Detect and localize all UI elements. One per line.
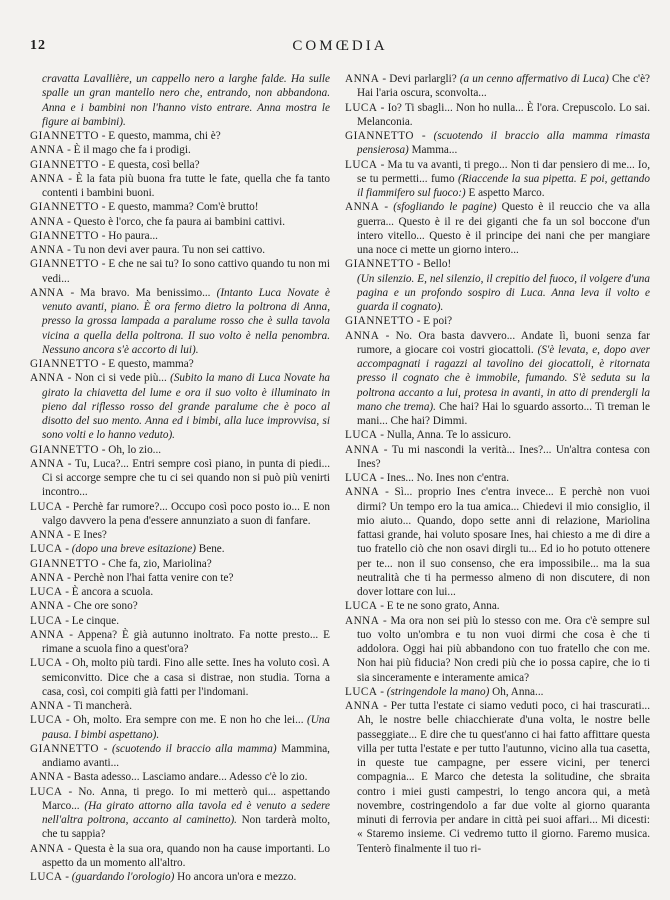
dialogue-line: ANNA - Ma ora non sei più lo stesso con me. Ora c'è sempre sul tuo volto un'ombra e tu non vuoi dirmi che cosa è che ti addolora. Oggi hai più abbandono con tuo fratello che con me. Non hai più fiducia? Non credi più che io possa capire, che io ti sia sinceramente e interamente amica? <box>345 614 650 684</box>
dialogue-text: Tu non devi aver paura. Tu non sei cattivo. <box>73 244 266 256</box>
dialogue-text: No. Anna, ti prego. Io mi metterò qui... aspettando Marco... <box>42 785 330 812</box>
speaker-name: ANNA <box>30 628 65 641</box>
dialogue-line: LUCA - Oh, molto. Era sempre con me. E non ho che lei... (Una pausa. I bimbi aspettano). <box>30 714 330 741</box>
dialogue-text: Che fa, zio, Mariolina? <box>108 557 212 570</box>
dialogue-line: LUCA - Ma tu va avanti, ti prego... Non ti dar pensiero di me... Io, se tu permetti... fumo (Riaccende la sua pipetta. E poi, gettando il fiammifero sul fuoco:) E aspetto Marco. <box>345 158 650 199</box>
dialogue-text: Io? Ti sbagli... Non ho nulla... È l'ora. Crepuscolo. Lo sai. Melanconia. <box>357 101 650 128</box>
speaker-name: ANNA <box>345 329 380 342</box>
stage-direction-inline: (Riaccende la sua pipetta. E poi, gettando il fiammifero sul fuoco:) <box>357 172 650 199</box>
dialogue-line: ANNA - No. Ora basta davvero... Andate lì, buoni senza far rumore, a giocare coi vostri giocattoli. (S'è levata, e, dopo aver accompagnati i ragazzi al tavolino dei giocattoli, è ritornata presso il cognato che è immobile, fumando. S'è seduta su la poltrona accanto a lui, protesa in avanti, in atto di prendergli la mano che trema). Che hai? Hai lo sguardo assorto... Ti treman le mani... Che hai? Dimmi. <box>345 329 651 427</box>
speaker-name: ANNA <box>345 73 380 85</box>
stage-direction-inline: (Ha girato attorno alla tavola ed è venuto a sedere nell'altra poltrona, accanto al caminetto). <box>42 799 330 826</box>
speaker-name: LUCA <box>345 429 378 442</box>
speaker-name: GIANNETTO <box>30 443 99 456</box>
stage-direction-inline: (stringendole la mano) <box>386 685 490 698</box>
speaker-name: ANNA <box>30 457 65 470</box>
speaker-name: ANNA <box>30 771 65 784</box>
dialogue-line: ANNA - E Ines? <box>30 529 107 541</box>
speaker-name: LUCA <box>345 685 378 698</box>
dialogue-text: Ho paura... <box>108 229 158 242</box>
dialogue-text: E questo, mamma? Com'è brutto! <box>108 201 259 214</box>
dialogue-line: ANNA - Per tutta l'estate ci siamo veduti poco, ci hai trascurati... Ah, le nostre belle chiacchierate d'una volta, le nostre belle passeggiate... E dire che tu quest'anno ci hai fatto affittare questa villa per tutta l'estate e per tutto l'autunno, vicino alla tua casetta, in queste tue campagne, per essere vicini, per tenerci compagnia... E Marco che detesta la solitudine, che sbraita contro i miei gusti campestri, lo tengo ancora qui, a metà novembre, costringendolo a far due volte al giorno quaranta minuti di ferrovia per andare in città pei suoi affari... Mi dicesti: « Staremo insieme. Ci vedremo tutto il giorno. Faremo musica. Tenterò finalmente il tuo ri- <box>345 700 650 855</box>
dialogue-text: Mamma... <box>408 144 458 157</box>
dialogue-text: È la fata più buona fra tutte le fate, quella che fa tanto contenti i bambini buoni. <box>42 172 330 199</box>
dialogue-text: Questo è il reuccio che va alla guerra... Questo è il re dei giganti che fa un sol boccone d'un intero vitello... Questo è il principe dei nani che per mangiare una noce ci mette un giorno intero... <box>357 201 650 256</box>
running-title: COMŒDIA <box>292 38 388 54</box>
dialogue-line: GIANNETTO - Che fa, zio, Mariolina? <box>30 557 212 570</box>
dialogue-text: Ines... No. Ines non c'entra. <box>386 472 510 484</box>
speaker-name: GIANNETTO <box>345 258 414 271</box>
stage-direction: (Un silenzio. E, nel silenzio, il crepitio del fuoco, il volgere d'una pagina e un profondo sospiro di Luca. Anna leva il volto e guarda il cognato). <box>357 272 650 313</box>
dialogue-text: Per tutta l'estate ci siamo veduti poco, ci hai trascurati... Ah, le nostre belle chiacchierate d'una volta, le nostre belle passeggiate... E dire che tu quest'anno ci hai fatto affittare questa villa per tutta l'estate e per tutto l'autunno, vicino alla tua casetta, in queste tue campagne, per essere vicini, per tenerci compagnia... E Marco che detesta la solitudine, che sbraita contro i miei gusti campestri, lo tengo ancora qui, a metà novembre, costringendolo a far due volte al giorno quaranta minuti di ferrovia per andare in città pei suoi affari... Mi dicesti: « Staremo insieme. Ci vedremo tutto il giorno. Faremo musica. Tenterò finalmente il tuo ri- <box>357 700 650 855</box>
dialogue-line: LUCA - (guardando l'orologio) Ho ancora un'ora e mezzo. <box>30 871 297 883</box>
dialogue-line: LUCA - (dopo una breve esitazione) Bene. <box>30 543 225 556</box>
stage-direction-inline: (scuotendo il braccio alla mamma) <box>111 742 277 755</box>
dialogue-text: No. Ora basta davvero... Andate lì, buoni senza far rumore, a giocare coi vostri giocattoli. <box>357 329 650 356</box>
dialogue-line: LUCA - È ancora a scuola. <box>30 586 154 598</box>
speaker-name: GIANNETTO <box>345 315 414 328</box>
dialogue-text: Ma tu va avanti, ti prego... Non ti dar pensiero di me... Io, se tu permetti... fumo <box>357 158 650 185</box>
dialogue-text: Bene. <box>195 543 225 556</box>
dialogue-text: Tu, Luca?... Entri sempre così piano, in punta di piedi... Ci si accorge sempre che tu ci sei quando non si può più venirti incontro... <box>42 457 330 499</box>
speaker-name: ANNA <box>30 700 65 712</box>
dialogue-line: LUCA - Perchè far rumore?... Occupo così poco posto io... E non valgo davvero la pena d'essere annunziato a suon di fanfare. <box>30 500 330 527</box>
speaker-name: LUCA <box>30 871 63 883</box>
dialogue-text: Non tarderà molto, che tu sappia? <box>42 814 330 841</box>
speaker-name: GIANNETTO <box>345 130 414 142</box>
speaker-name: LUCA <box>30 543 63 556</box>
dialogue-line: ANNA - Appena? È già autunno inoltrato. Fa notte presto... E rimane a scuola fino a quest'ora? <box>30 628 330 655</box>
speaker-name: ANNA <box>30 172 65 185</box>
dialogue-text: Ma ora non sei più lo stesso con me. Ora c'è sempre sul tuo volto un'ombra e tu non vuoi dirmi che cosa è che ti addolora. Oggi hai più abbandono con tuo fratello che con me. Non hai più fiducia? Non credi più che io possa capire, che io ti sia sinceramente e interamente amica? <box>357 614 650 684</box>
speaker-name: GIANNETTO <box>30 201 99 214</box>
speaker-name: LUCA <box>30 714 63 727</box>
stage-direction-inline: (sfogliando le pagine) <box>393 201 497 214</box>
dialogue-line: LUCA - No. Anna, ti prego. Io mi metterò qui... aspettando Marco... (Ha girato attorno alla tavola ed è venuto a sedere nell'altra poltrona, accanto al caminetto). Non tarderà molto, che tu sappia? <box>30 785 330 841</box>
speaker-name: GIANNETTO <box>30 742 99 755</box>
dialogue-text: Oh, molto. Era sempre con me. E non ho che lei... <box>73 714 304 727</box>
dialogue-line: ANNA - Tu, Luca?... Entri sempre così piano, in punta di piedi... Ci si accorge sempre che tu ci sei quando non si può più venirti incontro... <box>30 457 330 499</box>
speaker-name: LUCA <box>345 101 378 114</box>
dialogue-line: LUCA - Oh, molto più tardi. Fino alle sette. Ines ha voluto così. A semiconvitto. Dice che a casa si distrae, non studia. Torna a casa, così, coi compiti già fatti per l'indomani. <box>30 657 330 698</box>
dialogue-line: ANNA - Questa è la sua ora, quando non ha cause importanti. Lo aspetto da un momento all'altro. <box>30 842 330 869</box>
dialogue-text: Le cinque. <box>71 614 120 627</box>
stage-direction-inline: (Intanto Luca Novate è venuto avanti, piano. È ora fermo dietro la poltrona di Anna, presso la grossa lampada a paralume rosso che è sulla tavola vicina a quella della poltrona. Il suo volto è nella penombra. Nessuno ancora s'è accorto di lui). <box>42 286 331 356</box>
speaker-name: GIANNETTO <box>30 258 99 271</box>
dialogue-text: Sì... proprio Ines c'entra invece... E perchè non vuoi dirmi? Un tempo ero la tua amica... Chiedevi il mio consiglio, il mio aiuto... Quando, dopo sette anni di relazione, Mariolina fattasi grande, hai voluto sposare Ines, hai chiesto a me di dire a tuo fratello ciò che non osavi dirgli tu... Ed io ho potuto ottenere per te... non il suo consenso, che era impossibile... ma la sua neutralità che ti ha permesso almeno di non discutere, di non dover lottare con lui... <box>357 486 651 598</box>
dialogue-line: ANNA - Ma bravo. Ma benissimo... (Intanto Luca Novate è venuto avanti, piano. È ora fermo dietro la poltrona di Anna, presso la grossa lampada a paralume rosso che è sulla tavola vicina a quella della poltrona. Il suo volto è nella penombra. Nessuno ancora s'è accorto di lui). <box>30 286 331 356</box>
dialogue-line: GIANNETTO - (scuotendo il braccio alla mamma rimasta pensierosa) Mamma... <box>345 130 650 157</box>
speaker-name: ANNA <box>30 215 65 228</box>
stage-direction: cravatta Lavallière, un cappello nero a larghe falde. Ha sulle spalle un gran mantello nero che, entrando, non abbandona. Anna e i bambini non l'hanno visto entrare. Anna mostra le figure ai bambini). <box>42 73 330 128</box>
stage-direction-inline: (Subito la mano di Luca Novate ha girato la chiavetta del lume e ora il suo volto è illuminato in pieno dal riflesso rosso del grande paralume che è poco al disotto del suo mento. Anna ed i bimbi, alla luce improvvisa, si sono volti e lo hanno veduto). <box>42 372 331 442</box>
speaker-name: LUCA <box>30 500 63 513</box>
dialogue-line: ANNA - Basta adesso... Lasciamo andare... Adesso c'è lo zio. <box>30 771 308 784</box>
dialogue-text: E poi? <box>423 315 453 328</box>
dialogue-line: GIANNETTO - Bello! <box>345 258 452 271</box>
dialogue-line: LUCA - Ines... No. Ines non c'entra. <box>345 472 510 484</box>
speaker-name: ANNA <box>30 244 65 256</box>
dialogue-line: ANNA - Non ci si vede più... (Subito la mano di Luca Novate ha girato la chiavetta del lume e ora il suo volto è illuminato in pieno dal riflesso rosso del grande paralume che è poco al disotto del suo mento. Anna ed i bimbi, alla luce improvvisa, si sono volti e lo hanno veduto). <box>30 372 331 442</box>
speaker-name: ANNA <box>30 144 65 157</box>
speaker-name: ANNA <box>345 614 380 627</box>
page-number: 12 <box>30 38 46 53</box>
speaker-name: LUCA <box>345 600 378 613</box>
dialogue-line: ANNA - Questo è l'orco, che fa paura ai bambini cattivi. <box>30 215 286 228</box>
dialogue-line: GIANNETTO - Oh, lo zio... <box>30 443 162 456</box>
dialogue-line: LUCA - E te ne sono grato, Anna. <box>345 600 500 613</box>
page-header <box>30 38 650 60</box>
stage-direction-inline: (dopo una breve esitazione) <box>71 543 196 556</box>
right-column <box>345 72 650 856</box>
speaker-name: GIANNETTO <box>30 229 99 242</box>
dialogue-text: Ti mancherà. <box>73 700 133 712</box>
dialogue-line: GIANNETTO - E che ne sai tu? Io sono cattivo quando tu non mi vedi... <box>30 258 330 285</box>
dialogue-text: E questo, mamma, chi è? <box>108 130 221 142</box>
speaker-name: LUCA <box>30 614 63 627</box>
dialogue-text: Oh, molto più tardi. Fino alle sette. Ines ha voluto così. A semiconvitto. Dice che a casa si distrae, non studia. Torna a casa, così, coi compiti già fatti per l'indomani. <box>42 657 330 698</box>
dialogue-text: Ma bravo. Ma benissimo... <box>80 286 211 299</box>
speaker-name: ANNA <box>30 529 65 541</box>
dialogue-text: E questo, mamma? <box>108 358 194 370</box>
dialogue-text: Questo è l'orco, che fa paura ai bambini cattivi. <box>73 215 286 228</box>
dialogue-text: Appena? È già autunno inoltrato. Fa notte presto... E rimane a scuola fino a quest'ora? <box>42 628 330 655</box>
dialogue-text: Non ci si vede più... <box>74 372 167 385</box>
dialogue-text: Che hai? Hai lo sguardo assorto... Ti treman le mani... Che hai? Dimmi. <box>357 400 651 427</box>
dialogue-text: Devi parlargli? <box>389 73 457 85</box>
stage-direction-inline: (scuotendo il braccio alla mamma rimasta pensierosa) <box>357 130 650 157</box>
dialogue-text: Perchè non l'hai fatta venire con te? <box>73 571 234 584</box>
speaker-name: ANNA <box>30 842 65 855</box>
speaker-name: ANNA <box>30 600 65 613</box>
dialogue-text: Basta adesso... Lasciamo andare... Adesso c'è lo zio. <box>73 771 308 784</box>
dialogue-text: Nulla, Anna. Te lo assicuro. <box>386 429 512 442</box>
speaker-name: GIANNETTO <box>30 130 99 142</box>
dialogue-text: E Ines? <box>73 529 107 541</box>
dialogue-text: Questa è la sua ora, quando non ha cause importanti. Lo aspetto da un momento all'altro. <box>42 842 330 869</box>
dialogue-line: LUCA - (stringendole la mano) Oh, Anna... <box>345 685 544 698</box>
dialogue-text: Che ore sono? <box>73 600 138 613</box>
dialogue-line: GIANNETTO - (scuotendo il braccio alla mamma) Mammina, andiamo avanti... <box>30 742 330 769</box>
dialogue-line: GIANNETTO - E questo, mamma? Com'è brutto! <box>30 201 259 214</box>
dialogue-line: ANNA - Ti mancherà. <box>30 700 133 712</box>
speaker-name: ANNA <box>30 571 65 584</box>
dialogue-line: ANNA - Devi parlargli? (a un cenno affermativo di Luca) Che c'è? Hai l'aria oscura, sconvolta... <box>345 73 651 100</box>
dialogue-line: GIANNETTO - E poi? <box>345 315 453 328</box>
dialogue-line: GIANNETTO - E questa, così bella? <box>30 158 200 171</box>
speaker-name: LUCA <box>30 657 63 670</box>
dialogue-line: ANNA - Che ore sono? <box>30 600 138 613</box>
dialogue-text: E questa, così bella? <box>108 158 200 171</box>
dialogue-line: ANNA - Tu non devi aver paura. Tu non sei cattivo. <box>30 244 266 256</box>
speaker-name: ANNA <box>345 700 380 712</box>
stage-direction-inline: (S'è levata, e, dopo aver accompagnati i ragazzi al tavolino dei giocattoli, è ritornata presso il cognato che è immobile, fumando. S'è seduta su la poltrona accanto a lui, protesa in avanti, in atto di prendergli la mano che trema). <box>357 343 651 413</box>
dialogue-line: ANNA - (sfogliando le pagine) Questo è il reuccio che va alla guerra... Questo è il re dei giganti che fa un sol boccone d'un intero vitello... Questo è il principe dei nani che per mangiare una noce ci mette un giorno intero... <box>345 201 650 256</box>
dialogue-text: E te ne sono grato, Anna. <box>386 600 500 613</box>
stage-direction-inline: (Una pausa. I bimbi aspettano). <box>42 714 330 741</box>
speaker-name: GIANNETTO <box>30 158 99 171</box>
dialogue-text: E aspetto Marco. <box>465 187 545 199</box>
dialogue-line: ANNA - È il mago che fa i prodigi. <box>30 144 191 157</box>
dialogue-line: GIANNETTO - E questo, mamma, chi è? <box>30 130 221 142</box>
dialogue-text: Tu mi nascondi la verità... Ines?... Un'altra contesa con Ines? <box>357 443 650 470</box>
speaker-name: ANNA <box>345 201 380 214</box>
dialogue-text: È ancora a scuola. <box>71 586 154 598</box>
dialogue-text: Che c'è? Hai l'aria oscura, sconvolta... <box>357 73 651 100</box>
speaker-name: LUCA <box>345 472 378 484</box>
dialogue-line: GIANNETTO - E questo, mamma? <box>30 358 194 370</box>
dialogue-text: Ho ancora un'ora e mezzo. <box>174 871 297 883</box>
dialogue-line: ANNA - Tu mi nascondi la verità... Ines?... Un'altra contesa con Ines? <box>345 443 650 470</box>
speaker-name: ANNA <box>30 372 65 385</box>
dialogue-text: Oh, Anna... <box>489 685 544 698</box>
speaker-name: ANNA <box>345 443 380 456</box>
dialogue-line: ANNA - Sì... proprio Ines c'entra invece... E perchè non vuoi dirmi? Un tempo ero la tua amica... Chiedevi il mio consiglio, il mio aiuto... Quando, dopo sette anni di relazione, Mariolina fattasi grande, hai voluto sposare Ines, hai chiesto a me di dire a tuo fratello ciò che non osavi dirgli tu... Ed io ho potuto ottenere per te... non il suo consenso, che era impossibile... ma la sua neutralità che ti ha permesso almeno di non discutere, di non dover lottare con lui... <box>345 486 651 598</box>
left-column <box>30 72 330 884</box>
speaker-name: GIANNETTO <box>30 358 99 370</box>
speaker-name: GIANNETTO <box>30 557 99 570</box>
speaker-name: ANNA <box>30 286 65 299</box>
dialogue-text: Oh, lo zio... <box>108 443 162 456</box>
dialogue-text: E che ne sai tu? Io sono cattivo quando tu non mi vedi... <box>42 258 330 285</box>
dialogue-line: ANNA - È la fata più buona fra tutte le fate, quella che fa tanto contenti i bambini buoni. <box>30 172 330 199</box>
dialogue-line: LUCA - Io? Ti sbagli... Non ho nulla... È l'ora. Crepuscolo. Lo sai. Melanconia. <box>345 101 650 128</box>
dialogue-text: Bello! <box>423 258 452 271</box>
speaker-name: LUCA <box>345 158 378 171</box>
dialogue-line: LUCA - Le cinque. <box>30 614 120 627</box>
speaker-name: LUCA <box>30 586 63 598</box>
speaker-name: LUCA <box>30 785 63 798</box>
stage-direction-inline: (guardando l'orologio) <box>71 871 175 883</box>
speaker-name: ANNA <box>345 486 380 499</box>
dialogue-text: Perchè far rumore?... Occupo così poco posto io... E non valgo davvero la pena d'essere annunziato a suon di fanfare. <box>42 500 330 527</box>
dialogue-line: GIANNETTO - Ho paura... <box>30 229 158 242</box>
dialogue-line: LUCA - Nulla, Anna. Te lo assicuro. <box>345 429 512 442</box>
dialogue-text: Mammina, andiamo avanti... <box>42 742 330 769</box>
dialogue-line: ANNA - Perchè non l'hai fatta venire con te? <box>30 571 234 584</box>
dialogue-text: È il mago che fa i prodigi. <box>73 144 191 157</box>
stage-direction-inline: (a un cenno affermativo di Luca) <box>459 73 609 85</box>
